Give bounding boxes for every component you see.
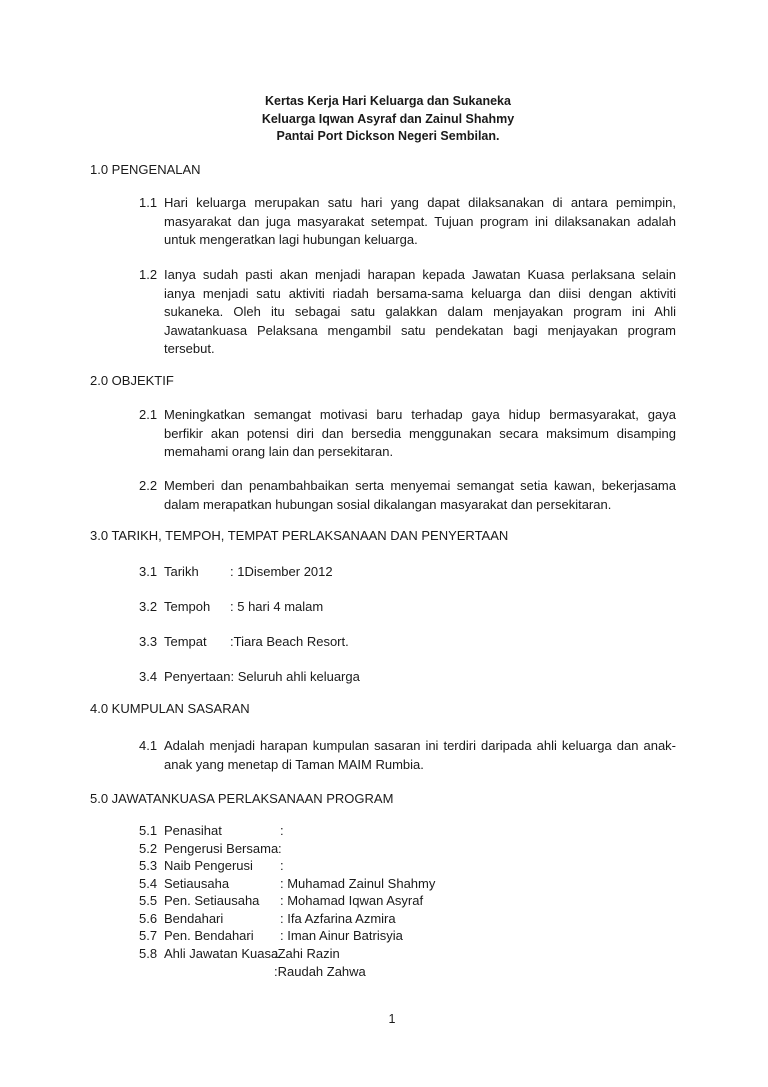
role-label: Ahli Jawatan Kuasa bbox=[164, 946, 279, 961]
item-number: 1.2 bbox=[139, 267, 158, 282]
field-value: : 1Disember 2012 bbox=[230, 564, 333, 579]
section-2-heading: 2.0 OBJEKTIF bbox=[90, 373, 174, 388]
member-name: :Zahi Razin bbox=[274, 946, 340, 961]
item-number: 3.3 bbox=[139, 634, 158, 649]
item-number: 2.2 bbox=[139, 478, 158, 493]
section-2-item-2 bbox=[139, 477, 676, 514]
member-name: : Ifa Azfarina Azmira bbox=[280, 911, 396, 926]
section-4-heading: 4.0 KUMPULAN SASARAN bbox=[90, 701, 250, 716]
role-label: Naib Pengerusi bbox=[164, 858, 253, 873]
member-name: :Raudah Zahwa bbox=[274, 964, 366, 979]
field-label: Tempoh bbox=[164, 599, 211, 614]
field-label: Tempat bbox=[164, 634, 207, 649]
item-number: 2.1 bbox=[139, 407, 158, 422]
item-number: 5.5 bbox=[139, 893, 158, 908]
item-number: 3.1 bbox=[139, 564, 158, 579]
item-number: 5.6 bbox=[139, 911, 158, 926]
doc-title-line-3: Pantai Port Dickson Negeri Sembilan. bbox=[276, 129, 500, 143]
field-value: : 5 hari 4 malam bbox=[230, 599, 324, 614]
member-name: : bbox=[280, 858, 284, 873]
item-number: 5.1 bbox=[139, 823, 158, 838]
item-text: Ianya sudah pasti akan menjadi harapan kepada Jawatan Kuasa perlaksana selain ianya menjadi satu aktiviti riadah bersama-sama keluarga dan diisi dengan aktiviti sukaneka. Oleh itu sebagai satu galakkan dalam menjayakan program ini Ahli Jawatankuasa Pelaksana mengambil satu pendekatan bagi menjayakan program tersebut. bbox=[164, 267, 676, 356]
member-name: : Mohamad Iqwan Asyraf bbox=[280, 893, 424, 908]
item-number: 3.2 bbox=[139, 599, 158, 614]
field-label: Penyertaan: Seluruh ahli keluarga bbox=[164, 669, 360, 684]
item-number: 1.1 bbox=[139, 195, 158, 210]
section-4-item-1 bbox=[139, 737, 676, 774]
role-label: Bendahari bbox=[164, 911, 224, 926]
role-label: Setiausaha bbox=[164, 876, 230, 891]
section-1-heading: 1.0 PENGENALAN bbox=[90, 162, 201, 177]
item-number: 5.8 bbox=[139, 946, 158, 961]
role-label: Pen. Bendahari bbox=[164, 928, 254, 943]
item-text: Hari keluarga merupakan satu hari yang dapat dilaksanakan di antara pemimpin, masyarakat dan juga masyarakat setempat. Tujuan program ini dilaksanakan adalah untuk mengeratkan lagi hubungan keluarga. bbox=[164, 195, 676, 247]
role-label: Penasihat bbox=[164, 823, 222, 838]
section-5-heading: 5.0 JAWATANKUASA PERLAKSANAAN PROGRAM bbox=[90, 791, 394, 806]
item-number: 4.1 bbox=[139, 738, 158, 753]
field-label: Tarikh bbox=[164, 564, 199, 579]
item-text: Adalah menjadi harapan kumpulan sasaran ini terdiri daripada ahli keluarga dan anak-anak yang menetap di Taman MAIM Rumbia. bbox=[164, 738, 676, 772]
member-name: : bbox=[278, 841, 282, 856]
member-name: : bbox=[280, 823, 284, 838]
section-1-item-1 bbox=[139, 194, 676, 250]
page-number: 1 bbox=[388, 1012, 396, 1026]
item-number: 5.3 bbox=[139, 858, 158, 873]
doc-title-line-2: Keluarga Iqwan Asyraf dan Zainul Shahmy bbox=[261, 112, 515, 126]
section-1-item-2 bbox=[139, 266, 676, 359]
item-text: Memberi dan penambahbaikan serta menyemai semangat setia kawan, bekerjasama dalam merapatkan hubungan sosial dikalangan masyarakat dan persekitaran. bbox=[164, 478, 676, 512]
member-name: : Muhamad Zainul Shahmy bbox=[280, 876, 436, 891]
section-3-heading: 3.0 TARIKH, TEMPOH, TEMPAT PERLAKSANAAN DAN PENYERTAAN bbox=[90, 528, 509, 543]
role-label: Pengerusi Bersama bbox=[164, 841, 279, 856]
item-number: 5.4 bbox=[139, 876, 158, 891]
item-number: 3.4 bbox=[139, 669, 158, 684]
item-number: 5.2 bbox=[139, 841, 158, 856]
doc-title-line-1: Kertas Kerja Hari Keluarga dan Sukaneka bbox=[265, 94, 511, 108]
field-value: :Tiara Beach Resort. bbox=[230, 634, 349, 649]
item-text: Meningkatkan semangat motivasi baru terhadap gaya hidup bermasyarakat, gaya berfikir akan potensi diri dan bersedia menggunakan secara maksimum disamping memahami orang lain dan persekitaran. bbox=[164, 407, 676, 459]
item-number: 5.7 bbox=[139, 928, 158, 943]
section-2-item-1 bbox=[139, 406, 676, 462]
role-label: Pen. Setiausaha bbox=[164, 893, 260, 908]
member-name: : Iman Ainur Batrisyia bbox=[280, 928, 403, 943]
